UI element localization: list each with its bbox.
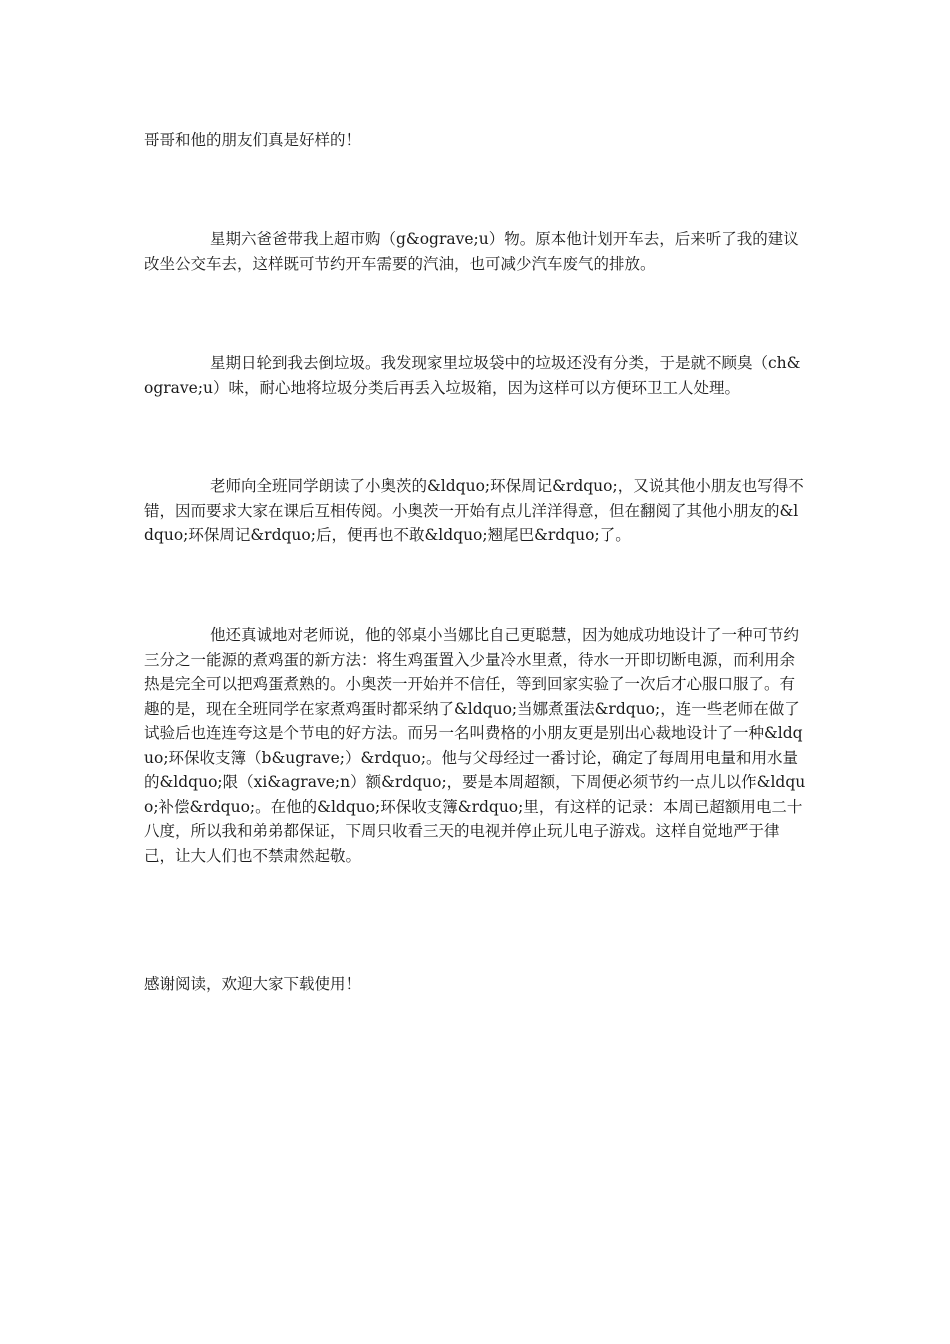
sunday-paragraph: 星期日轮到我去倒垃圾。我发现家里垃圾袋中的垃圾还没有分类，于是就不顾臭（ch&ograve;u）味，耐心地将垃圾分类后再丢入垃圾箱，因为这样可以方便环卫工人处理。 bbox=[144, 354, 801, 397]
saturday-paragraph: 星期六爸爸带我上超市购（g&ograve;u）物。原本他计划开车去，后来听了我的建议改坐公交车去，这样既可节约开车需要的汽油，也可减少汽车废气的排放。 bbox=[144, 230, 799, 273]
teacher-paragraph: 老师向全班同学朗读了小奥茨的&ldquo;环保周记&rdquo;，又说其他小朋友也写得不错，因而要求大家在课后互相传阅。小奥茨一开始有点儿洋洋得意，但在翻阅了其他小朋友的&ldquo;环保周记&rdquo;后，便再也不敢&ldquo;翘尾巴&rdquo;了。 bbox=[144, 477, 804, 544]
energy-saving-paragraph: 他还真诚地对老师说，他的邻桌小当娜比自己更聪慧，因为她成功地设计了一种可节约三分之一能源的煮鸡蛋的新方法：将生鸡蛋置入少量冷水里煮，待水一开即切断电源，而利用余热是完全可以把鸡蛋煮熟的。小奥茨一开始并不信任，等到回家实验了一次后才心服口服了。有趣的是，现在全班同学在家煮鸡蛋时都采纳了&ldquo;当娜煮蛋法&rdquo;，连一些老师在做了试验后也连连夸这是个节电的好方法。而另一名叫费格的小朋友更是别出心裁地设计了一种&ldquo;环保收支簿（b&ugrave;）&rdquo;。他与父母经过一番讨论，确定了每周用电量和用水量的&ldquo;限（xi&agrave;n）额&rdquo;，要是本周超额，下周便必须节约一点儿以作&ldquo;补偿&rdquo;。在他的&ldquo;环保收支簿&rdquo;里，有这样的记录：本周已超额用电二十八度，所以我和弟弟都保证，下周只收看三天的电视并停止玩儿电子游戏。这样自觉地严于律己，让大人们也不禁肃然起敬。 bbox=[144, 626, 806, 865]
intro-paragraph: 哥哥和他的朋友们真是好样的！ bbox=[144, 131, 362, 149]
thanks-paragraph: 感谢阅读，欢迎大家下载使用！ bbox=[144, 975, 362, 993]
